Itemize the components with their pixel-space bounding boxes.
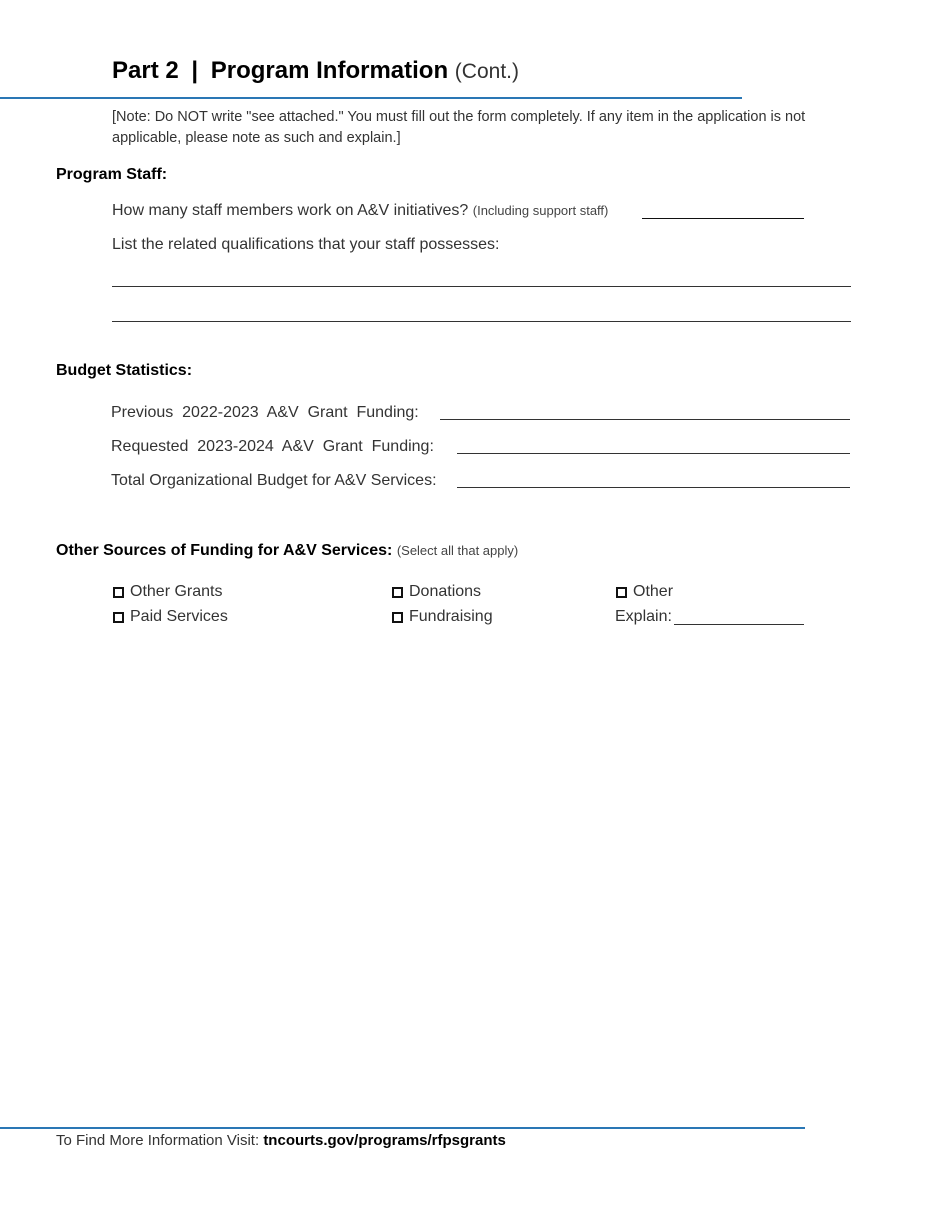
title-cont: (Cont.) — [454, 60, 519, 83]
header-rule — [0, 97, 742, 99]
explain-field[interactable] — [674, 624, 804, 625]
explain-label: Explain: — [615, 608, 672, 625]
footer — [56, 1132, 506, 1149]
option-other-label: Other — [633, 583, 674, 600]
option-donations[interactable] — [392, 583, 481, 601]
staff-count-question — [112, 202, 608, 220]
form-note: [Note: Do NOT write "see attached." You must fill out the form completely. If any item in the application is not applicable, please note as such and explain.] — [112, 109, 806, 146]
page-title — [112, 56, 519, 87]
footer-prefix: To Find More Information Visit: — [56, 1132, 260, 1149]
footer-link[interactable]: tncourts.gov/programs/rfpsgrants — [263, 1132, 506, 1149]
requested-funding-field[interactable] — [457, 453, 850, 454]
footer-rule — [0, 1127, 805, 1129]
budget-heading: Budget Statistics: — [56, 362, 193, 379]
staff-count-label: How many staff members work on A&V initiatives? — [112, 202, 469, 219]
total-budget-field[interactable] — [457, 487, 850, 488]
funding-heading — [56, 542, 518, 560]
qualifications-line-1[interactable] — [112, 286, 851, 287]
qualifications-line-2[interactable] — [112, 321, 851, 322]
checkbox-fundraising[interactable] — [392, 612, 403, 623]
checkbox-other-grants[interactable] — [113, 587, 124, 598]
option-fundraising-label: Fundraising — [409, 608, 493, 625]
checkbox-paid-services[interactable] — [113, 612, 124, 623]
checkbox-other[interactable] — [616, 587, 627, 598]
option-paid-services-label: Paid Services — [130, 608, 228, 625]
title-separator: | — [191, 57, 199, 84]
staff-count-field[interactable] — [642, 218, 804, 219]
option-other[interactable] — [616, 583, 673, 601]
section-title: Program Information — [210, 57, 449, 84]
previous-funding-field[interactable] — [440, 419, 850, 420]
requested-funding-label: Requested 2023-2024 A&V Grant Funding: — [111, 438, 434, 455]
checkbox-donations[interactable] — [392, 587, 403, 598]
option-fundraising[interactable] — [392, 608, 493, 626]
qualifications-question: List the related qualifications that your staff possesses: — [112, 236, 500, 253]
part-label: Part 2 — [112, 57, 179, 84]
funding-hint: (Select all that apply) — [396, 543, 519, 558]
program-staff-heading: Program Staff: — [56, 166, 168, 183]
funding-heading-label: Other Sources of Funding for A&V Services: — [56, 542, 393, 559]
option-donations-label: Donations — [409, 583, 482, 600]
option-other-grants-label: Other Grants — [130, 583, 223, 600]
staff-count-hint: (Including support staff) — [472, 203, 609, 218]
previous-funding-label: Previous 2022-2023 A&V Grant Funding: — [111, 404, 419, 421]
option-other-grants[interactable] — [113, 583, 222, 601]
option-paid-services[interactable] — [113, 608, 228, 626]
total-budget-label: Total Organizational Budget for A&V Services: — [111, 472, 437, 489]
